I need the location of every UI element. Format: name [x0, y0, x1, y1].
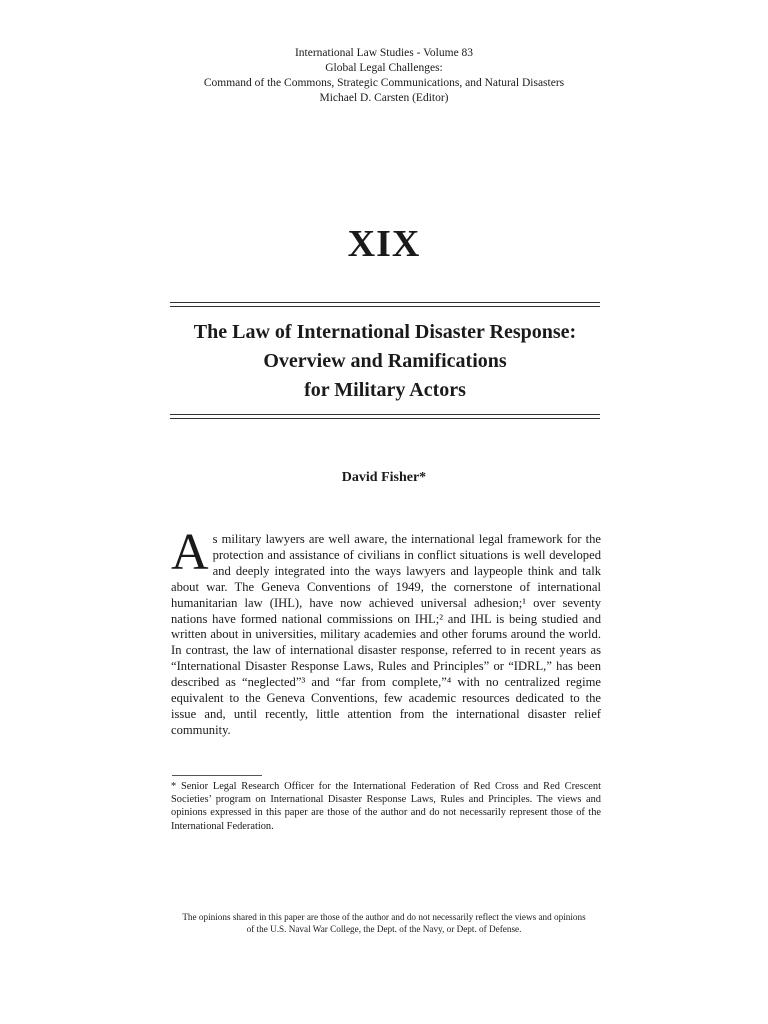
disclaimer-line-1: The opinions shared in this paper are those of the author and do not necessarily reflect the views and opinions	[182, 912, 586, 922]
title-line-1: The Law of International Disaster Response:	[193, 321, 577, 343]
drop-cap: A	[171, 524, 209, 581]
series-title: International Law Studies - Volume 83	[294, 47, 474, 59]
chapter-number: XIX	[347, 223, 421, 265]
body-paragraph	[171, 524, 601, 739]
title-line-2: Overview and Ramifications	[263, 350, 507, 372]
chapter-title	[150, 318, 620, 405]
title-line-3: for Military Actors	[304, 379, 466, 401]
title-bottom-rule-inner	[170, 418, 600, 419]
disclaimer-line-2: of the U.S. Naval War College, the Dept. of the Navy, or Dept. of Defense.	[246, 924, 522, 934]
author-name: David Fisher*	[341, 470, 427, 485]
disclaimer	[0, 911, 768, 935]
footnote-separator	[172, 775, 262, 776]
title-top-rule-outer	[170, 302, 600, 303]
publication-header	[0, 46, 768, 106]
title-bottom-rule-outer	[170, 414, 600, 415]
volume-subtitle: Command of the Commons, Strategic Communications, and Natural Disasters	[203, 77, 565, 89]
editor-credit: Michael D. Carsten (Editor)	[319, 92, 449, 104]
volume-title: Global Legal Challenges:	[325, 62, 443, 74]
body-text: s military lawyers are well aware, the international legal framework for the protection and assistance of civilians in conflict situations is well developed and deeply integrated into the ways lawyers and laypeople think and talk about war. The Geneva Conventions of 1949, the cornerstone of international humanitarian law (IHL), have now achieved universal adhesion;¹ over seventy nations have formed national commissions on IHL;² and IHL is being studied and written about in universities, military academies and other forums around the world. In contrast, the law of international disaster response, referred to in recent years as “International Disaster Response Laws, Rules and Principles” or “IDRL,” has been described as “neglected”³ and “far from complete,”⁴ with no centralized regime equivalent to the Geneva Conventions, few academic resources dedicated to the issue and, until recently, little attention from the international disaster relief community.	[171, 532, 601, 737]
author-footnote: * Senior Legal Research Officer for the International Federation of Red Cross and Red Crescent Societies’ program on International Disaster Response Laws, Rules and Principles. The views and opinions expressed in this paper are those of the author and do not necessarily represent those of the International Federation.	[171, 781, 601, 832]
title-top-rule-inner	[170, 306, 600, 307]
